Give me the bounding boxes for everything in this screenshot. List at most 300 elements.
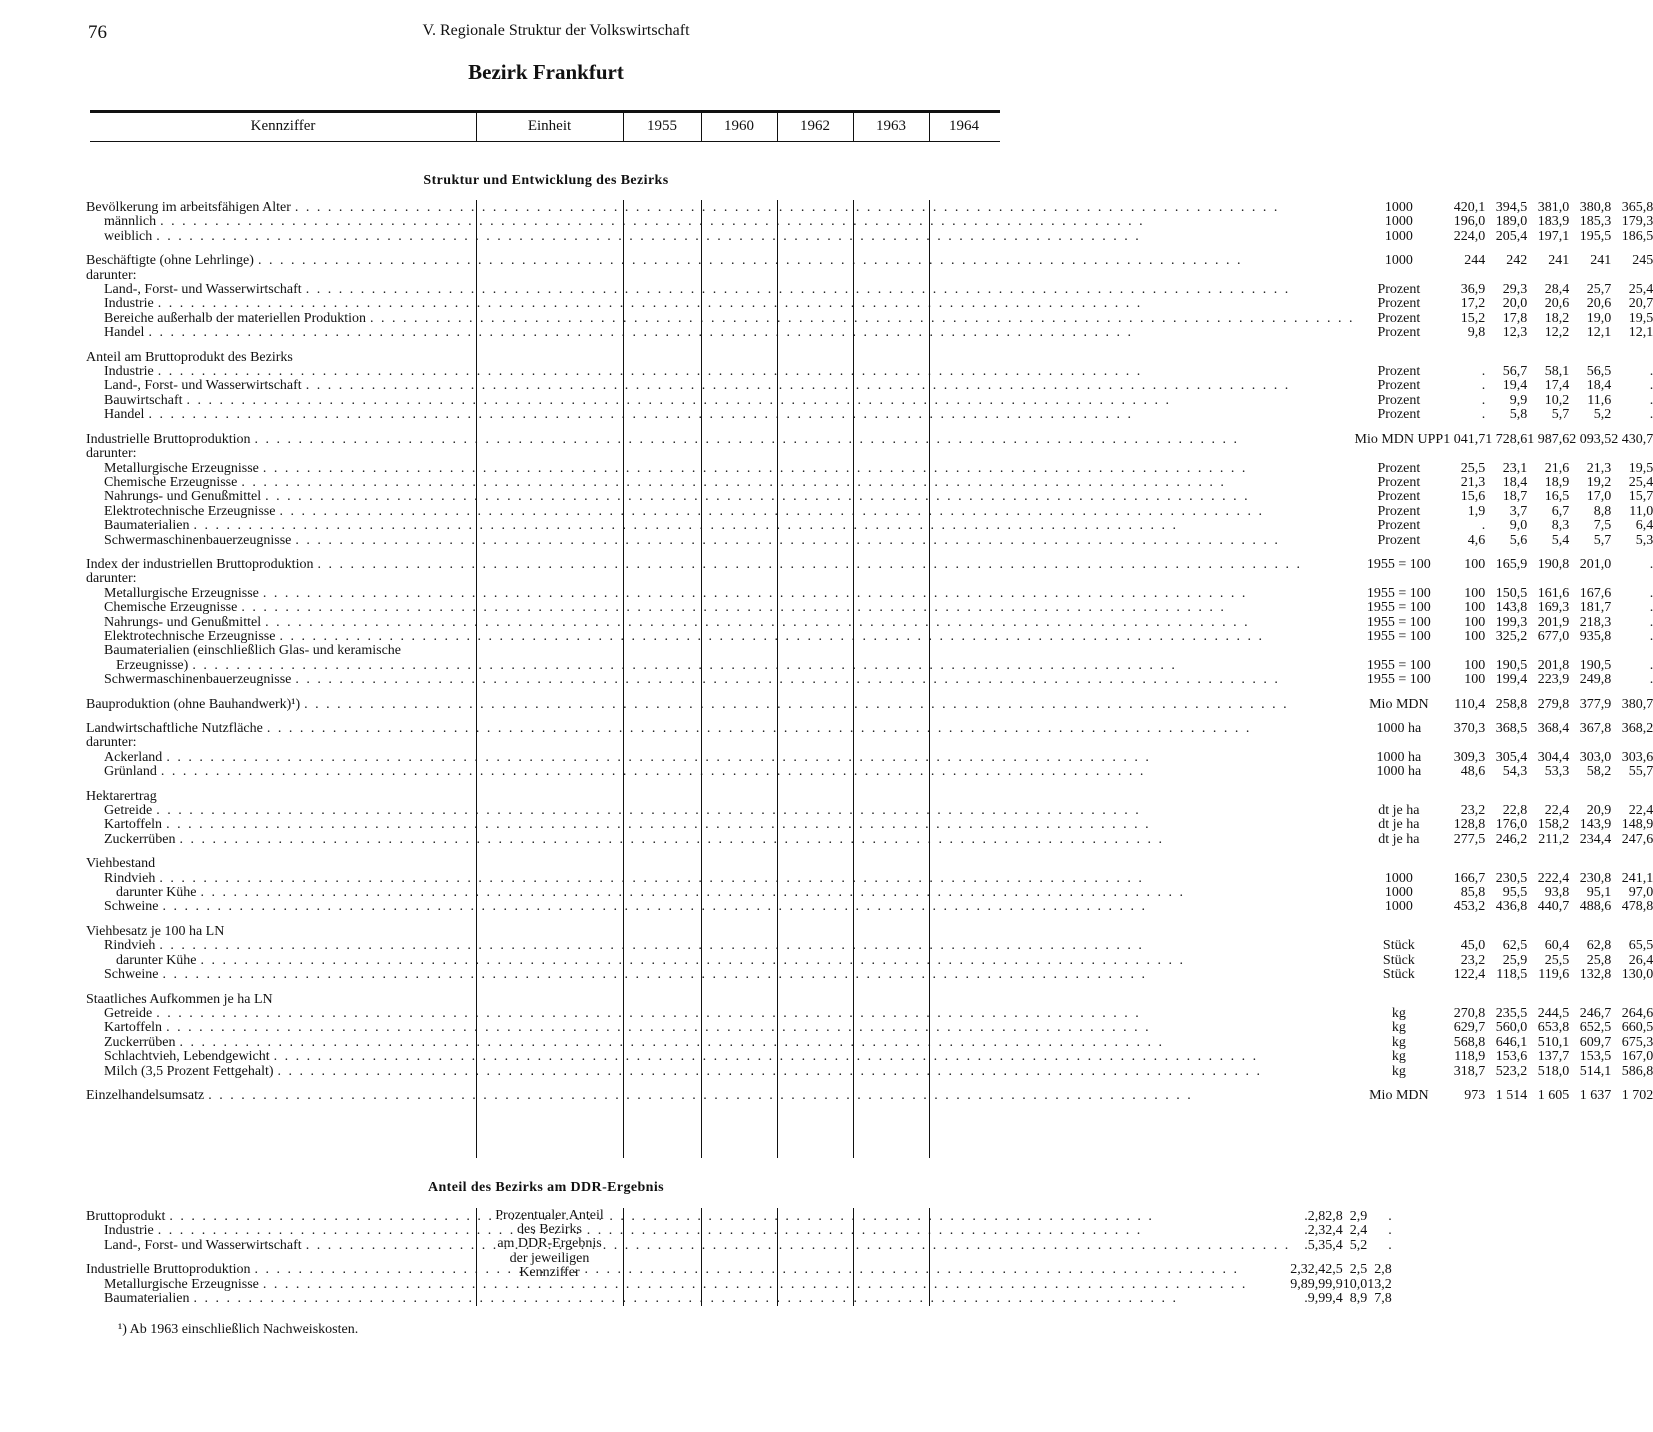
row-label-wrapper [86, 365, 1355, 379]
row-label-cell [86, 925, 1355, 939]
value-cell: 242 [1506, 253, 1528, 269]
value-cell: 65,5 [1628, 938, 1653, 954]
column-header-unit: Einheit [527, 118, 572, 134]
row-label: Getreide [104, 803, 153, 819]
row-label: darunter: [86, 446, 137, 462]
row-label-cell [86, 230, 1355, 244]
table-row [86, 230, 1653, 244]
table-row [86, 312, 1653, 326]
row-spacer [86, 915, 1653, 925]
row-label-wrapper [86, 954, 1355, 968]
value-cell: . [1388, 1223, 1392, 1239]
value-cell: 420,1 [1453, 200, 1486, 215]
row-label-wrapper [86, 886, 1355, 900]
section-heading: Struktur und Entwicklung des Bezirks [423, 173, 669, 188]
row-label-cell [86, 312, 1355, 326]
value-cell: 453,2 [1453, 899, 1486, 915]
value-cell: 100 [1464, 585, 1486, 601]
value-cell: . [1649, 657, 1653, 673]
value-cell: 118,5 [1496, 967, 1528, 983]
row-label: Rindvieh [104, 870, 156, 886]
leader-dots [208, 1089, 1354, 1103]
value-cell: 9,9 [1509, 392, 1528, 408]
row-label: Kartoffeln [104, 1020, 163, 1036]
value-cell: 5,3 [1307, 1237, 1326, 1253]
row-label-cell [86, 408, 1355, 422]
row-label-cell [86, 939, 1355, 953]
value-cell [1611, 925, 1653, 939]
leader-dots [192, 659, 1354, 673]
row-spacer [86, 983, 1653, 993]
value-cell: 60,4 [1544, 938, 1570, 954]
value-cell: . [1304, 1223, 1308, 1239]
row-label-cell [86, 587, 1355, 601]
row-label: Industrie [104, 364, 154, 380]
value-cell: 25,7 [1586, 282, 1612, 298]
value-cell: 58,1 [1544, 364, 1570, 380]
value-cell: 93,8 [1544, 885, 1570, 901]
value-cell [1611, 644, 1653, 658]
value-cell: 1 702 [1621, 1087, 1653, 1103]
row-label-wrapper [86, 1210, 1290, 1224]
value-cell: 246,2 [1495, 831, 1528, 847]
anteil-unit-line: der jeweiligen [509, 1250, 590, 1266]
value-cell: 7,5 [1593, 518, 1612, 534]
value-cell: 95,1 [1586, 885, 1612, 901]
leader-dots [295, 201, 1355, 215]
row-label: Industrielle Bruttoproduktion [86, 1262, 251, 1278]
leader-dots [258, 254, 1355, 268]
row-label-wrapper [86, 698, 1355, 712]
row-label: darunter: [86, 735, 137, 751]
row-label: Erzeugnisse) [116, 657, 189, 673]
row-spacer [86, 780, 1653, 790]
row-label-cell [86, 519, 1355, 533]
row-label-cell [86, 954, 1355, 968]
value-cell [1485, 644, 1527, 658]
value-cell: 199,4 [1495, 672, 1528, 688]
value-cell [1569, 269, 1611, 283]
column-header-year: 1962 [800, 118, 830, 134]
row-label-cell [86, 1210, 1290, 1224]
value-cell: 148,9 [1621, 817, 1653, 833]
row-label: weiblich [104, 228, 153, 244]
value-cell: 18,4 [1586, 378, 1612, 394]
unit-cell [1355, 857, 1444, 871]
unit-cell [1355, 351, 1444, 365]
value-cell: 18,4 [1502, 474, 1528, 490]
value-cell: 165,9 [1495, 556, 1528, 572]
unit-cell: 1000 [1384, 228, 1413, 244]
value-cell: 478,8 [1621, 899, 1653, 915]
unit-cell: Prozent [1377, 310, 1421, 326]
value-cell [1569, 572, 1611, 586]
row-label: Elektrotechnische Erzeugnisse [104, 503, 276, 519]
table-row [86, 254, 1653, 268]
value-cell [1569, 644, 1611, 658]
value-cell: 675,3 [1621, 1034, 1653, 1050]
value-cell: 20,0 [1502, 296, 1528, 312]
row-label-cell [86, 269, 1355, 283]
unit-cell: 1955 = 100 [1366, 628, 1431, 644]
value-cell: 22,4 [1544, 803, 1570, 819]
value-cell: 21,3 [1460, 474, 1486, 490]
row-label: Einzelhandelsumsatz [86, 1087, 205, 1103]
column-separator [701, 113, 702, 141]
row-label: Bruttoprodukt [86, 1209, 166, 1224]
value-cell: 26,4 [1628, 952, 1653, 968]
unit-cell: Prozent [1377, 282, 1421, 298]
row-label: Schlachtvieh, Lebendgewicht [104, 1049, 270, 1065]
value-cell: 58,2 [1586, 764, 1612, 780]
row-label-wrapper [86, 833, 1355, 847]
row-label-wrapper [86, 1263, 1290, 1277]
leader-dots [263, 1278, 1290, 1292]
value-cell: 264,6 [1621, 1005, 1653, 1021]
value-cell [1485, 351, 1527, 365]
value-cell: 205,4 [1495, 228, 1528, 244]
value-cell: . [1481, 518, 1486, 534]
value-cell: 100 [1464, 628, 1486, 644]
row-label: Zuckerrüben [104, 1034, 176, 1050]
value-cell: 20,6 [1544, 296, 1570, 312]
column-separator [777, 113, 778, 141]
value-cell [1527, 857, 1569, 871]
row-label: Baumaterialien [104, 1291, 190, 1307]
row-label: Schweine [104, 899, 159, 915]
value-cell [1485, 269, 1527, 283]
table-row [86, 558, 1653, 572]
running-head: V. Regionale Struktur der Volkswirtschaft [422, 22, 690, 39]
unit-cell: kg [1391, 1063, 1406, 1079]
value-cell: 244,5 [1537, 1005, 1570, 1021]
row-label-wrapper [86, 201, 1355, 215]
value-cell [1485, 790, 1527, 804]
leader-dots [278, 1065, 1355, 1079]
value-cell: 12,3 [1502, 325, 1528, 341]
value-cell: 97,0 [1628, 885, 1653, 901]
unit-cell: kg [1391, 1034, 1406, 1050]
value-cell [1443, 857, 1485, 871]
unit-cell: 1000 [1384, 214, 1413, 230]
value-cell [1443, 351, 1485, 365]
leader-dots [156, 230, 1354, 244]
value-cell: 367,8 [1579, 721, 1612, 736]
leader-dots [265, 616, 1354, 630]
value-cell: 218,3 [1579, 614, 1612, 630]
unit-cell [1355, 790, 1444, 804]
row-label-wrapper [86, 534, 1355, 548]
row-label-cell [86, 818, 1355, 832]
value-cell: 6,7 [1551, 503, 1570, 519]
value-cell [1527, 447, 1569, 461]
value-cell: 1 728,6 [1485, 431, 1528, 447]
value-cell: 244 [1464, 253, 1486, 269]
table-row [86, 1007, 1653, 1021]
leader-dots [304, 698, 1354, 712]
value-cell: 5,7 [1551, 407, 1570, 423]
row-label-cell [86, 490, 1355, 504]
value-cell: 56,5 [1586, 364, 1612, 380]
leader-dots [295, 673, 1354, 687]
row-label: Beschäftigte (ohne Lehrlinge) [86, 253, 254, 269]
value-cell: 368,5 [1495, 721, 1528, 736]
unit-cell: 1000 ha [1376, 749, 1422, 765]
value-cell: . [1649, 672, 1653, 688]
row-label-wrapper [86, 230, 1355, 244]
row-label-cell [86, 1263, 1290, 1277]
row-label-cell [86, 765, 1355, 779]
value-cell: 2,8 [1307, 1209, 1326, 1224]
value-cell: . [1649, 392, 1653, 408]
value-cell: 95,5 [1502, 885, 1528, 901]
value-cell: 18,9 [1544, 474, 1570, 490]
top-rule [90, 110, 1000, 113]
value-cell: 15,7 [1628, 489, 1653, 505]
leader-dots [295, 534, 1354, 548]
value-cell: 197,1 [1537, 228, 1570, 244]
leader-dots [200, 886, 1354, 900]
value-cell: . [1481, 407, 1486, 423]
row-label-cell [86, 1036, 1355, 1050]
value-cell [1485, 925, 1527, 939]
value-cell [1527, 925, 1569, 939]
table-row [86, 476, 1653, 490]
row-label-wrapper [86, 968, 1355, 982]
value-cell: 9,8 [1467, 325, 1486, 341]
value-cell [1527, 572, 1569, 586]
row-label-wrapper [86, 601, 1355, 615]
value-cell: 190,5 [1495, 657, 1528, 673]
row-label-cell [86, 630, 1355, 644]
value-cell: 8,8 [1593, 503, 1612, 519]
value-cell: 241,1 [1621, 870, 1653, 886]
leader-dots [194, 519, 1355, 533]
value-cell: 2,4 [1325, 1223, 1343, 1239]
value-cell: 118,9 [1454, 1049, 1486, 1065]
value-cell: 137,7 [1537, 1049, 1570, 1065]
row-label-wrapper [86, 722, 1355, 736]
value-cell: 21,3 [1586, 460, 1612, 476]
row-label: Handel [104, 407, 145, 423]
column-separator [929, 113, 930, 141]
value-cell: 18,7 [1502, 489, 1528, 505]
value-cell: 25,5 [1460, 460, 1486, 476]
unit-cell: 1000 [1384, 200, 1413, 215]
value-cell: 10,0 [1342, 1276, 1368, 1292]
value-cell: . [1649, 600, 1653, 616]
row-label-cell [86, 1065, 1355, 1079]
row-label: Viehbestand [86, 856, 156, 872]
value-cell: 5,8 [1509, 407, 1528, 423]
table-row [86, 872, 1653, 886]
leader-dots [156, 1007, 1354, 1021]
page-number: 76 [88, 22, 107, 43]
row-label-wrapper [86, 505, 1355, 519]
leader-dots [241, 476, 1354, 490]
value-cell: 9,9 [1307, 1291, 1326, 1307]
leader-dots [162, 968, 1354, 982]
unit-cell: Prozent [1377, 296, 1421, 312]
unit-cell [1355, 269, 1444, 283]
anteil-unit-line: Prozentualer Anteil [495, 1208, 604, 1223]
row-label-wrapper [86, 351, 1355, 365]
value-cell: 279,8 [1537, 696, 1570, 712]
row-label: Zuckerrüben [104, 831, 176, 847]
row-label-wrapper [86, 736, 1355, 750]
table-row [86, 900, 1653, 914]
value-cell: 176,0 [1495, 817, 1528, 833]
value-cell [1569, 993, 1611, 1007]
unit-cell [1355, 572, 1444, 586]
value-cell: 190,5 [1579, 657, 1612, 673]
row-label: Hektarertrag [86, 788, 157, 804]
value-cell: 167,6 [1579, 585, 1612, 601]
value-cell: 2,8 [1325, 1209, 1343, 1224]
row-label-cell [86, 326, 1355, 340]
value-cell: 325,2 [1495, 628, 1528, 644]
value-cell: . [1649, 407, 1653, 423]
unit-cell: 1000 [1384, 885, 1413, 901]
row-label-wrapper [86, 1065, 1355, 1079]
table-row [86, 698, 1653, 712]
table-row [86, 1021, 1653, 1035]
value-cell: 62,8 [1586, 938, 1612, 954]
row-label-cell [86, 804, 1355, 818]
row-label: Handel [104, 325, 145, 341]
value-cell: 17,4 [1544, 378, 1570, 394]
value-cell: . [1481, 392, 1486, 408]
value-cell: 119,6 [1538, 967, 1570, 983]
leader-dots [169, 1210, 1290, 1224]
row-label-cell [86, 872, 1355, 886]
leader-dots [306, 283, 1355, 297]
unit-cell: 1000 [1384, 870, 1413, 886]
row-label-wrapper [86, 790, 1355, 804]
value-cell: 2 093,5 [1569, 431, 1612, 447]
value-cell: 183,9 [1537, 214, 1570, 230]
value-cell: 660,5 [1621, 1020, 1653, 1036]
row-label-cell [86, 297, 1355, 311]
unit-cell: Stück [1382, 938, 1415, 954]
value-cell: 17,8 [1502, 310, 1528, 326]
value-cell: 9,8 [1290, 1276, 1308, 1292]
unit-cell: Prozent [1377, 325, 1421, 341]
row-label-wrapper [86, 1278, 1290, 1292]
value-cell: 518,0 [1537, 1063, 1570, 1079]
value-cell: 6,4 [1635, 518, 1653, 534]
value-cell: 4,6 [1467, 532, 1486, 548]
table-row [86, 1065, 1653, 1079]
value-cell: 368,4 [1537, 721, 1570, 736]
row-label: Industrie [104, 296, 154, 312]
value-cell: 54,3 [1502, 764, 1528, 780]
row-label-wrapper [86, 587, 1355, 601]
value-cell: 21,6 [1544, 460, 1570, 476]
leader-dots [263, 462, 1355, 476]
unit-cell: dt je ha [1378, 803, 1420, 819]
value-cell: 185,3 [1579, 214, 1612, 230]
row-label-wrapper [86, 558, 1355, 572]
value-cell: 19,4 [1502, 378, 1528, 394]
value-cell: 223,9 [1537, 672, 1570, 688]
row-label-wrapper [86, 804, 1355, 818]
value-cell: 523,2 [1495, 1063, 1528, 1079]
unit-cell: kg [1391, 1020, 1406, 1036]
row-label-wrapper [86, 269, 1355, 283]
unit-cell: dt je ha [1378, 817, 1420, 833]
value-cell: 143,9 [1579, 817, 1612, 833]
table-row [86, 925, 1653, 939]
table-row [86, 351, 1653, 365]
unit-cell: Prozent [1377, 460, 1421, 476]
row-label-cell [86, 857, 1355, 871]
value-cell: 11,6 [1587, 392, 1612, 408]
row-label-wrapper [86, 1007, 1355, 1021]
table-row [86, 857, 1653, 871]
table-row [86, 408, 1653, 422]
leader-dots [158, 365, 1355, 379]
value-cell [1443, 644, 1485, 658]
leader-dots [306, 1236, 1291, 1253]
value-cell: 189,0 [1495, 214, 1528, 230]
value-cell [1569, 736, 1611, 750]
row-label-wrapper [86, 462, 1355, 476]
value-cell [1611, 447, 1653, 461]
row-label-wrapper [86, 1292, 1290, 1306]
value-cell: 2 430,7 [1611, 431, 1653, 447]
value-cell: 22,4 [1628, 803, 1653, 819]
leader-dots [158, 297, 1355, 311]
value-cell: 488,6 [1579, 899, 1612, 915]
spacer-cell [86, 341, 1653, 351]
value-cell: 9,9 [1307, 1276, 1326, 1292]
value-cell: . [1388, 1237, 1392, 1253]
row-label-cell [86, 379, 1355, 393]
row-label: Staatliches Aufkommen je ha LN [86, 991, 273, 1007]
row-label: Metallurgische Erzeugnisse [104, 460, 259, 476]
leader-dots [274, 1050, 1355, 1064]
row-label: Landwirtschaftliche Nutzfläche [86, 721, 263, 736]
row-label-wrapper [86, 751, 1355, 765]
row-label-wrapper [86, 297, 1355, 311]
value-cell: 19,5 [1628, 310, 1653, 326]
value-cell: . [1649, 556, 1653, 572]
leader-dots [200, 954, 1354, 968]
unit-cell: Stück [1382, 952, 1415, 968]
row-label-cell [86, 476, 1355, 490]
row-label-cell [86, 698, 1355, 712]
row-label-wrapper [86, 326, 1355, 340]
row-label-wrapper [86, 447, 1355, 461]
leader-dots [263, 587, 1355, 601]
table-row [86, 601, 1653, 615]
value-cell [1611, 857, 1653, 871]
value-cell: 15,6 [1460, 489, 1486, 505]
value-cell: 586,8 [1621, 1063, 1653, 1079]
value-cell: 201,9 [1537, 614, 1570, 630]
table-row [86, 1292, 1392, 1306]
unit-cell: Prozent [1377, 518, 1421, 534]
value-cell: 2,4 [1349, 1223, 1368, 1239]
row-label-cell [86, 351, 1355, 365]
row-label-cell [86, 394, 1355, 408]
row-label-wrapper [86, 519, 1355, 533]
value-cell [1569, 447, 1611, 461]
table-row [86, 269, 1653, 283]
table-row [86, 326, 1653, 340]
row-label-wrapper [86, 433, 1355, 447]
